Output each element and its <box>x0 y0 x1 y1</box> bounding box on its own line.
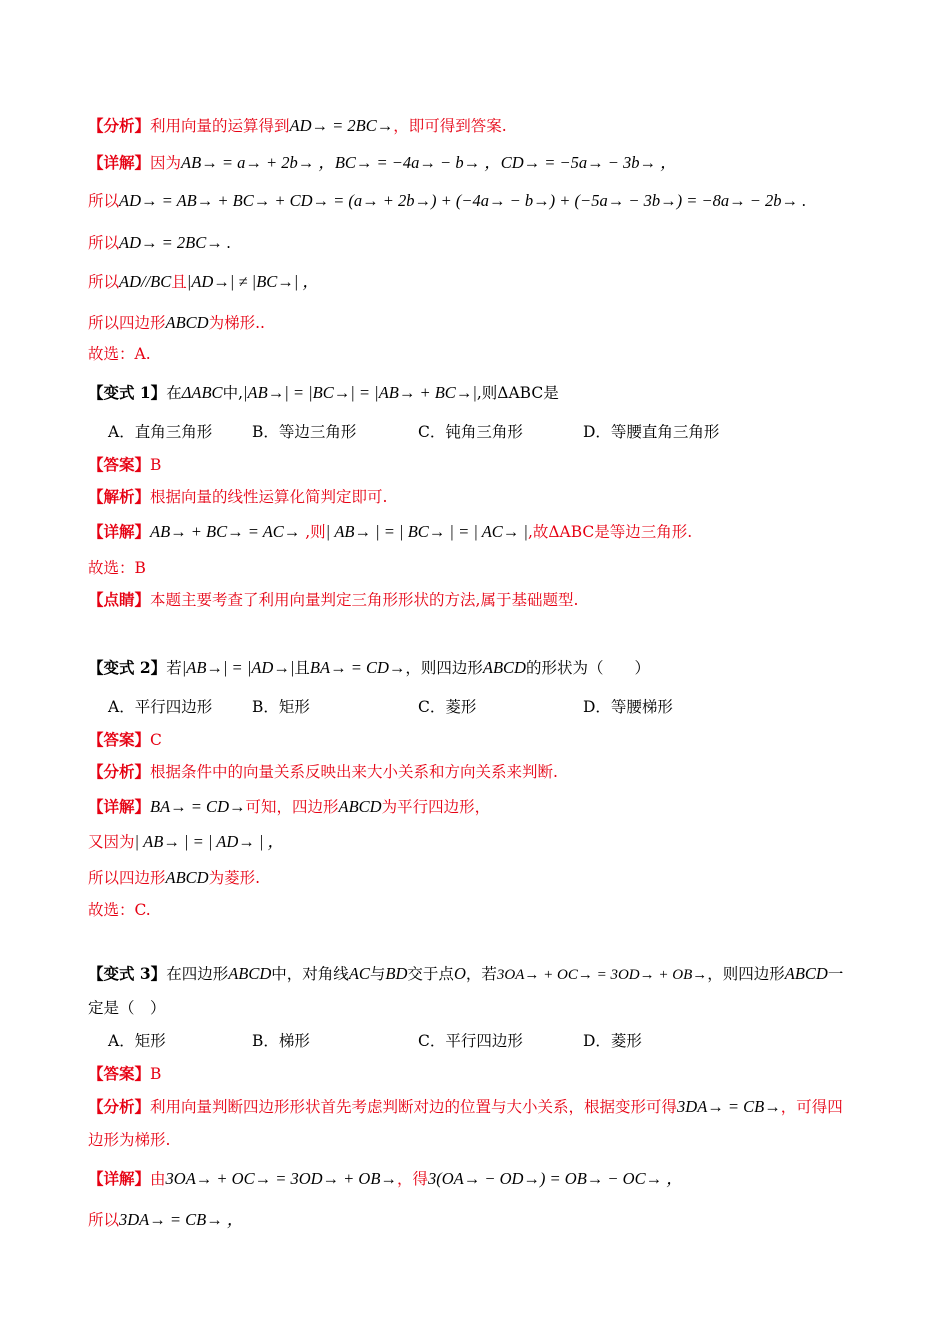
step-text: 为梯形.. <box>208 314 265 332</box>
v1-jiexi-tag: 【解析】 <box>88 487 151 506</box>
v2-answer-tag: 【答案】 <box>88 730 151 749</box>
v2-detail <box>88 796 490 818</box>
v3-detail-formula: 3(OA→ − OD→) = OB→ − OC→ ， <box>427 1169 683 1188</box>
v1-detail-text: ,则 <box>300 523 326 541</box>
v2-fenxi <box>88 761 558 783</box>
v2-detail-text: 为平行四边形， <box>381 798 491 816</box>
v2-q-text: 的形状为（ ） <box>525 659 650 677</box>
v2-detail-formula: ABCD <box>165 868 209 887</box>
v3-q-text: ，则四边形 <box>707 965 785 983</box>
v3-q-text: 一 <box>827 965 844 983</box>
v3-fenxi-formula: 3DA→ = CB→ <box>677 1097 781 1116</box>
v1-answer-value: B <box>150 456 162 474</box>
v1-answer-tag: 【答案】 <box>88 455 151 474</box>
step-text: 所以 <box>88 234 120 252</box>
v3-answer-tag: 【答案】 <box>88 1064 151 1083</box>
v3-q-text: 交于点 <box>407 965 454 983</box>
v2-detail-text: 可知，四边形 <box>245 798 339 816</box>
detail-line <box>88 152 677 174</box>
v1-dianjing-text: 本题主要考查了利用向量判定三角形形状的方法,属于基础题型. <box>150 591 579 609</box>
v2-detail-tag: 【详解】 <box>88 797 151 816</box>
v3-answer-value: B <box>150 1065 162 1083</box>
v2-detail-formula: | AB→ | = | AD→ | ， <box>134 832 285 851</box>
v1-option-d: D．等腰直角三角形 <box>583 423 720 441</box>
detail-tag: 【详解】 <box>88 153 151 172</box>
v2-fenxi-tag: 【分析】 <box>88 762 151 781</box>
v2-option-a: A．平行四边形 <box>108 698 213 716</box>
v3-fenxi-text: ，可得四 <box>780 1098 843 1116</box>
v3-detail-text: ，得 <box>396 1170 428 1188</box>
step-formula: AD//BC <box>119 272 172 291</box>
analysis-text: 利用向量的运算得到 <box>150 117 290 135</box>
v1-options <box>108 421 868 443</box>
v1-answer <box>88 454 161 476</box>
v2-detail-formula: BA→ = CD→ <box>150 797 246 816</box>
v1-detail <box>88 521 692 543</box>
step-text: 且 <box>171 273 187 291</box>
v1-q-formula: ΔABC <box>181 383 223 402</box>
v1-option-a: A．直角三角形 <box>108 423 213 441</box>
v2-fenxi-text: 根据条件中的向量关系反映出来大小关系和方向关系来判断. <box>150 763 558 781</box>
v1-dianjing-tag: 【点睛】 <box>88 590 151 609</box>
v3-detail-last <box>88 1209 243 1231</box>
v1-detail-formula: | AB→ | = | BC→ | = | AC→ | <box>325 522 528 541</box>
v3-q-formula: ABCD <box>228 964 272 983</box>
v1-detail-text: ,故ΔABC是等边三角形. <box>527 523 693 541</box>
v2-detail-text: 为菱形. <box>208 869 261 887</box>
v3-detail-text: 由 <box>150 1170 166 1188</box>
v3-detail-tag: 【详解】 <box>88 1169 151 1188</box>
v2-detail-line2 <box>88 831 284 853</box>
v1-option-b: B．等边三角形 <box>252 423 357 441</box>
step-line-3 <box>88 271 319 293</box>
v3-detail <box>88 1168 683 1190</box>
v1-q-formula: |AB→| = |BC→| = |AB→ + BC→| <box>243 383 477 402</box>
v3-q-formula: BD <box>385 964 408 983</box>
v1-question <box>88 382 559 404</box>
v1-choose: 故选：B <box>88 559 146 577</box>
v3-detail-formula: 3DA→ = CB→ ， <box>119 1210 244 1229</box>
v2-options <box>108 696 868 718</box>
v3-fenxi-text: 利用向量判断四边形形状首先考虑判断对边的位置与大小关系，根据变形可得 <box>150 1098 678 1116</box>
v2-option-c: C．菱形 <box>418 698 477 716</box>
v2-q-text: 且 <box>294 659 310 677</box>
v3-option-d: D．菱形 <box>583 1032 642 1050</box>
v3-fenxi <box>88 1096 843 1118</box>
detail-text: 因为 <box>150 154 182 172</box>
step-formula: AD→ = 2BC→ . <box>119 233 231 252</box>
v1-option-c: C．钝角三角形 <box>418 423 523 441</box>
analysis-formula: AD→ = 2BC→ <box>289 116 394 135</box>
step-line-4 <box>88 312 265 334</box>
v2-detail-formula: ABCD <box>338 797 382 816</box>
v3-detail-text: 所以 <box>88 1211 120 1229</box>
v3-option-b: B．梯形 <box>252 1032 310 1050</box>
step-formula: AD→ = AB→ + BC→ + CD→ = (a→ + 2b→) + (−4a→ − b→) + (−5a→ − 3b→) = −8a→ − 2b→ . <box>119 191 807 210</box>
v1-q-text: ,则ΔABC是 <box>476 384 559 402</box>
v3-q-text: 中，对角线 <box>271 965 349 983</box>
v3-detail-formula: 3OA→ + OC→ = 3OD→ + OB→ <box>165 1169 397 1188</box>
v1-dianjing <box>88 589 578 611</box>
v1-detail-tag: 【详解】 <box>88 522 151 541</box>
step-line-2 <box>88 232 231 254</box>
v3-q-formula: O <box>453 964 466 983</box>
step-text: 所以 <box>88 273 120 291</box>
step-formula: ABCD <box>165 313 209 332</box>
v2-answer-value: C <box>150 731 162 749</box>
v2-answer <box>88 729 162 751</box>
v2-question <box>88 657 650 679</box>
v3-fenxi-line2: 边形为梯形. <box>88 1131 171 1149</box>
v3-option-c: C．平行四边形 <box>418 1032 523 1050</box>
v3-option-a: A．矩形 <box>108 1032 166 1050</box>
choose-line: 故选：A. <box>88 345 151 363</box>
analysis-tag: 【分析】 <box>88 116 151 135</box>
v1-q-text: 中, <box>222 384 243 402</box>
step-line-1 <box>88 190 806 212</box>
v2-q-formula: |AB→| = |AD→| <box>181 658 295 677</box>
v3-answer <box>88 1063 161 1085</box>
v2-option-d: D．等腰梯形 <box>583 698 673 716</box>
v3-q-formula: ABCD <box>784 964 828 983</box>
v3-q-text: ，若 <box>465 965 497 983</box>
v1-q-text: 在 <box>166 384 182 402</box>
v3-q-text: 在四边形 <box>166 965 229 983</box>
v3-tag: 【变式 3】 <box>88 964 167 983</box>
v2-choose: 故选：C. <box>88 901 151 919</box>
v1-jiexi <box>88 486 387 508</box>
v2-q-text: 若 <box>166 659 182 677</box>
v2-tag: 【变式 2】 <box>88 658 167 677</box>
v2-detail-line3 <box>88 867 260 889</box>
v3-question <box>88 963 843 986</box>
v2-q-formula: ABCD <box>482 658 526 677</box>
analysis-line <box>88 115 507 137</box>
step-text: 所以四边形 <box>88 314 166 332</box>
v3-question-line2: 定是（ ） <box>88 999 166 1017</box>
v3-q-formula: AC <box>348 964 370 983</box>
step-formula: |AD→| ≠ |BC→| ， <box>186 272 319 291</box>
v1-jiexi-text: 根据向量的线性运算化简判定即可. <box>150 488 388 506</box>
v2-q-formula: BA→ = CD→ <box>309 658 406 677</box>
v3-q-formula: 3OA→ + OC→ = 3OD→ + OB→ <box>496 967 708 983</box>
v1-tag: 【变式 1】 <box>88 383 167 402</box>
detail-formula: AB→ = a→ + 2b→ ，BC→ = −4a→ − b→ ，CD→ = −5a→ − 3b→ ， <box>181 153 677 172</box>
v3-options <box>108 1030 868 1052</box>
v2-detail-text: 又因为 <box>88 833 135 851</box>
v2-detail-text: 所以四边形 <box>88 869 166 887</box>
analysis-text-end: ，即可得到答案. <box>393 117 507 135</box>
v2-q-text: ，则四边形 <box>405 659 483 677</box>
v1-detail-formula: AB→ + BC→ = AC→ <box>150 522 301 541</box>
v3-q-text: 与 <box>369 965 386 983</box>
v2-option-b: B．矩形 <box>252 698 310 716</box>
v3-fenxi-tag: 【分析】 <box>88 1097 151 1116</box>
step-text: 所以 <box>88 192 120 210</box>
